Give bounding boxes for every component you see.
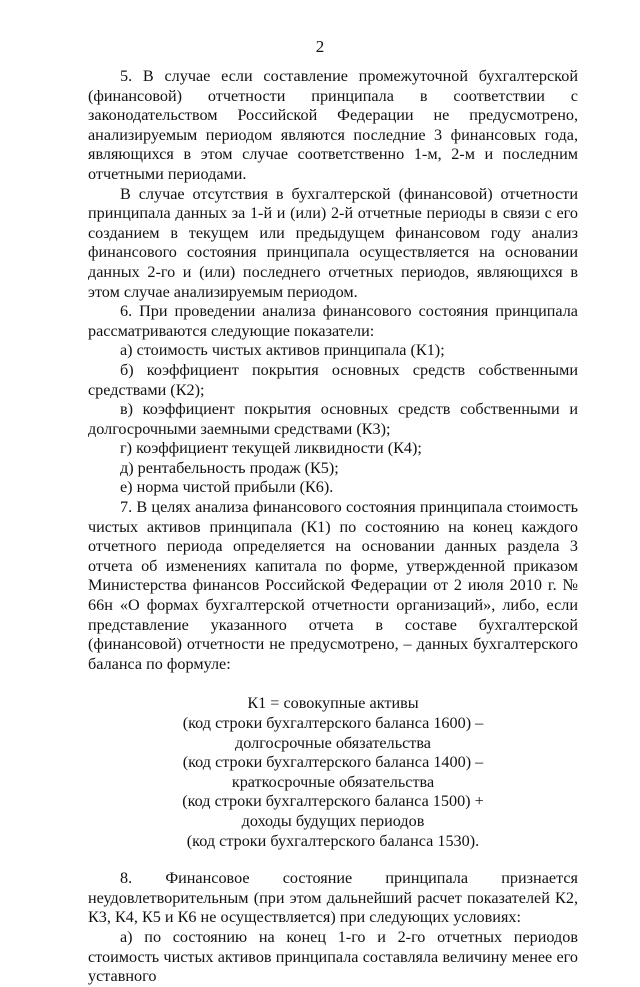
formula-line: (код строки бухгалтерского баланса 1600) – [182, 714, 484, 732]
condition-a: а) по состоянию на конец 1-го и 2-го отчетных периодов стоимость чистых активов принципала составляла величину менее его уставного [88, 927, 578, 986]
paragraph-6: 6. При проведении анализа финансового состояния принципала рассматриваются следующие показатели: [88, 302, 578, 340]
formula-line: (код строки бухгалтерского баланса 1400) – [182, 753, 484, 772]
formula-line: (код строки бухгалтерского баланса 1530). [186, 831, 480, 850]
indicator-k1: а) стоимость чистых активов принципала (К1); [120, 341, 445, 360]
formula-line: К1 = совокупные активы [247, 694, 419, 713]
paragraph-7: 7. В целях анализа финансового состояния принципала стоимость чистых активов принципала (К1) по состоянию на конец каждого отчетного периода определяется на основании данных раздела 3 отчета об изменениях капитала по форме, утвержденной приказом Министерства финансов Российской Федерации от 2 июля 2010 г. № 66н «О формах бухгалтерской отчетности организаций», либо, если представление указанного отчета в составе бухгалтерской (финансовой) отчетности не предусмотрено, – данных бухгалтерского баланса по формуле: [88, 498, 578, 673]
formula-line: доходы будущих периодов [241, 811, 425, 830]
formula-line: краткосрочные обязательства [231, 772, 435, 791]
indicator-k5: д) рентабельность продаж (К5); [120, 458, 339, 477]
formula-line: (код строки бухгалтерского баланса 1500) + [182, 792, 484, 811]
page-number: 2 [315, 37, 325, 56]
indicator-k6: е) норма чистой прибыли (К6). [120, 478, 334, 497]
paragraph-5-continued: В случае отсутствия в бухгалтерской (финансовой) отчетности принципала данных за 1-й и (или) 2-й отчетные периоды в связи с его созданием в текущем или предыдущем финансовом году анализ финансового состояния принципала осуществляется на основании данных 2-го и (или) последнего отчетных периодов, являющихся в этом случае анализируемым периодом. [88, 184, 578, 301]
indicator-k3: в) коэффициент покрытия основных средств собственными и долгосрочными заемными средствами (К3); [88, 400, 578, 438]
paragraph-8: 8. Финансовое состояние принципала признается неудовлетворительным (при этом дальнейший расчет показателей К2, К3, К4, К5 и К6 не осуществляется) при следующих условиях: [88, 869, 578, 927]
formula-line: долгосрочные обязательства [235, 733, 431, 752]
indicator-k4: г) коэффициент текущей ликвидности (К4); [120, 439, 422, 458]
indicator-k2: б) коэффициент покрытия основных средств собственными средствами (К2); [88, 360, 578, 399]
paragraph-5: 5. В случае если составление промежуточной бухгалтерской (финансовой) отчетности принципала в соответствии с законодательством Российской Федерации не предусмотрено, анализируемым периодом являются последние 3 финансовых года, являющихся в этом случае соответственно 1-м, 2-м и последним отчетными периодами. [88, 67, 578, 183]
document-body [88, 67, 578, 987]
k1-formula [88, 694, 578, 851]
